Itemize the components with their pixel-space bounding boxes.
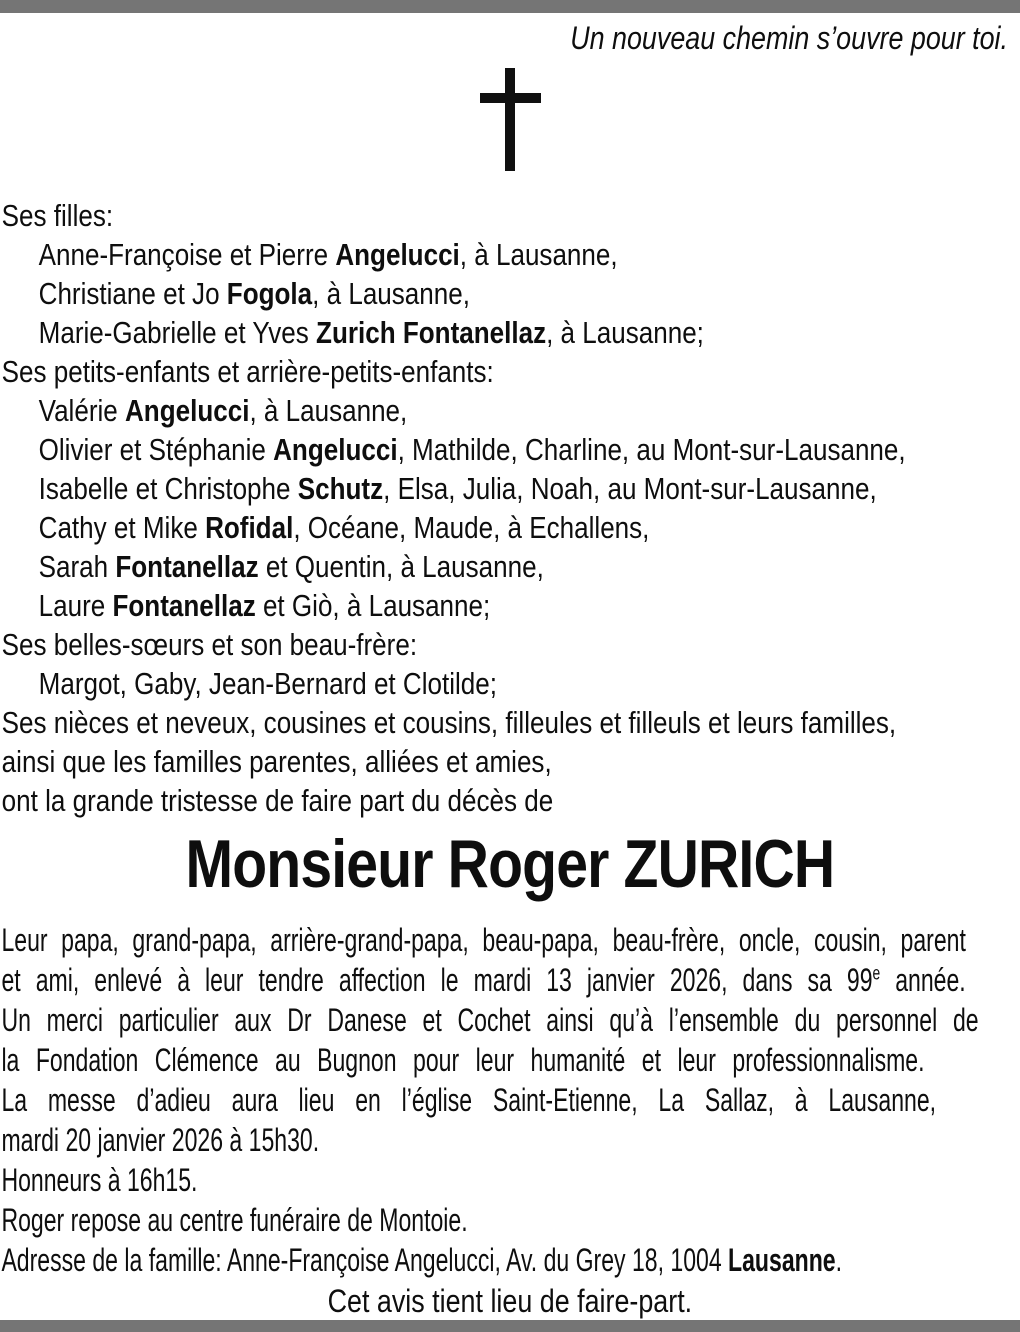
text-segment: et Giò, à Lausanne; <box>255 588 491 623</box>
family-name-bold: Zurich Fontanellaz <box>316 315 547 350</box>
text-segment: et Quentin, à Lausanne, <box>258 549 544 584</box>
text-segment: année. <box>880 962 966 998</box>
text-segment: ainsi que les familles parentes, alliées et amies, <box>1 744 552 779</box>
funeral-notice <box>0 920 1020 1280</box>
family-name-bold: Rofidal <box>205 510 294 545</box>
text-segment: Sarah <box>38 549 116 584</box>
text-segment: et ami, enlevé à leur tendre affection le mardi 13 janvier 2026, dans sa 99 <box>1 962 873 998</box>
text-line <box>2 274 1020 313</box>
text-line <box>1 1040 1020 1080</box>
family-name-bold: Fontanellaz <box>115 549 259 584</box>
text-segment: mardi 20 janvier 2026 à 15h30. <box>1 1122 320 1158</box>
text-line <box>2 586 1020 625</box>
text-line <box>1 1080 1020 1120</box>
text-segment: , Elsa, Julia, Noah, au Mont-sur-Lausanne, <box>383 471 877 506</box>
text-line <box>1 1200 1020 1240</box>
family-name-bold: Fontanellaz <box>112 588 256 623</box>
text-line <box>2 508 1020 547</box>
text-segment: Ses petits-enfants et arrière-petits-enfants: <box>1 354 494 389</box>
text-line <box>1 1120 1020 1160</box>
text-segment: Ses filles: <box>1 198 114 233</box>
text-line <box>1 1240 1020 1280</box>
text-line <box>2 625 1020 664</box>
text-segment: Ses belles-sœurs et son beau-frère: <box>1 627 418 662</box>
family-name-bold: Fogola <box>226 276 313 311</box>
text-segment: la Fondation Clémence au Bugnon pour leur humanité et leur professionnalisme. <box>1 1042 925 1078</box>
text-segment: Ses nièces et neveux, cousines et cousins, filleules et filleuls et leurs familles, <box>1 705 897 740</box>
text-line <box>2 547 1020 586</box>
text-segment: Anne-Françoise et Pierre <box>38 237 336 272</box>
text-line <box>2 235 1020 274</box>
epigraph-quote: Un nouveau chemin s’ouvre pour toi. <box>570 20 1008 56</box>
text-line <box>2 313 1020 352</box>
text-segment: e <box>872 963 881 985</box>
family-name-bold: Angelucci <box>125 393 250 428</box>
family-list <box>0 196 1020 820</box>
text-segment: La messe d’adieu aura lieu en l’église Saint-Etienne, La Sallaz, à Lausanne, <box>1 1082 937 1118</box>
text-line <box>2 781 1020 820</box>
text-segment: Christiane et Jo <box>38 276 227 311</box>
text-segment: , à Lausanne, <box>459 237 618 272</box>
family-name-bold: Angelucci <box>273 432 398 467</box>
text-segment: Leur papa, grand-papa, arrière-grand-papa, beau-papa, beau-frère, oncle, cousin, parent <box>1 922 966 958</box>
bottom-border <box>0 1320 1020 1332</box>
text-segment: , à Lausanne, <box>312 276 470 311</box>
family-name-bold: Schutz <box>297 471 384 506</box>
text-segment: Isabelle et Christophe <box>38 471 298 506</box>
text-segment: , à Lausanne, <box>249 393 408 428</box>
top-border <box>0 0 1020 13</box>
text-line <box>2 391 1020 430</box>
family-name-bold: Lausanne <box>728 1242 836 1278</box>
text-line <box>2 196 1020 235</box>
text-segment: Laure <box>38 588 113 623</box>
text-line <box>1 1000 1020 1040</box>
text-line <box>1 960 1020 1000</box>
text-segment: , Mathilde, Charline, au Mont-sur-Lausanne, <box>397 432 906 467</box>
text-segment: Roger repose au centre funéraire de Montoie. <box>1 1202 468 1238</box>
text-line <box>1 920 1020 960</box>
closing-block <box>0 1284 1020 1318</box>
funeral-notice-block <box>0 920 1020 1280</box>
text-segment: , à Lausanne; <box>546 315 704 350</box>
text-line <box>2 469 1020 508</box>
text-segment: Margot, Gaby, Jean-Bernard et Clotilde; <box>38 666 497 701</box>
text-segment: ont la grande tristesse de faire part du décès de <box>1 783 554 818</box>
text-segment: . <box>835 1242 842 1278</box>
text-line <box>2 664 1020 703</box>
text-segment: Honneurs à 16h15. <box>1 1162 198 1198</box>
text-line <box>2 430 1020 469</box>
deceased-name-title: Monsieur Roger ZURICH <box>185 826 835 902</box>
text-segment: Un merci particulier aux Dr Danese et Cochet ainsi qu’à l’ensemble du personnel de <box>1 1002 979 1038</box>
text-segment: Olivier et Stéphanie <box>38 432 274 467</box>
family-name-bold: Angelucci <box>335 237 460 272</box>
text-segment: Valérie <box>38 393 126 428</box>
text-segment: Marie-Gabrielle et Yves <box>38 315 317 350</box>
text-line <box>1 1160 1020 1200</box>
closing-statement: Cet avis tient lieu de faire-part. <box>327 1283 693 1319</box>
text-line <box>2 352 1020 391</box>
upper-text-block <box>0 20 1020 906</box>
text-segment: Cathy et Mike <box>38 510 206 545</box>
text-segment: Adresse de la famille: Anne-Françoise Angelucci, Av. du Grey 18, 1004 <box>1 1242 729 1278</box>
text-line <box>2 703 1020 742</box>
text-line <box>2 742 1020 781</box>
text-segment: , Océane, Maude, à Echallens, <box>293 510 650 545</box>
